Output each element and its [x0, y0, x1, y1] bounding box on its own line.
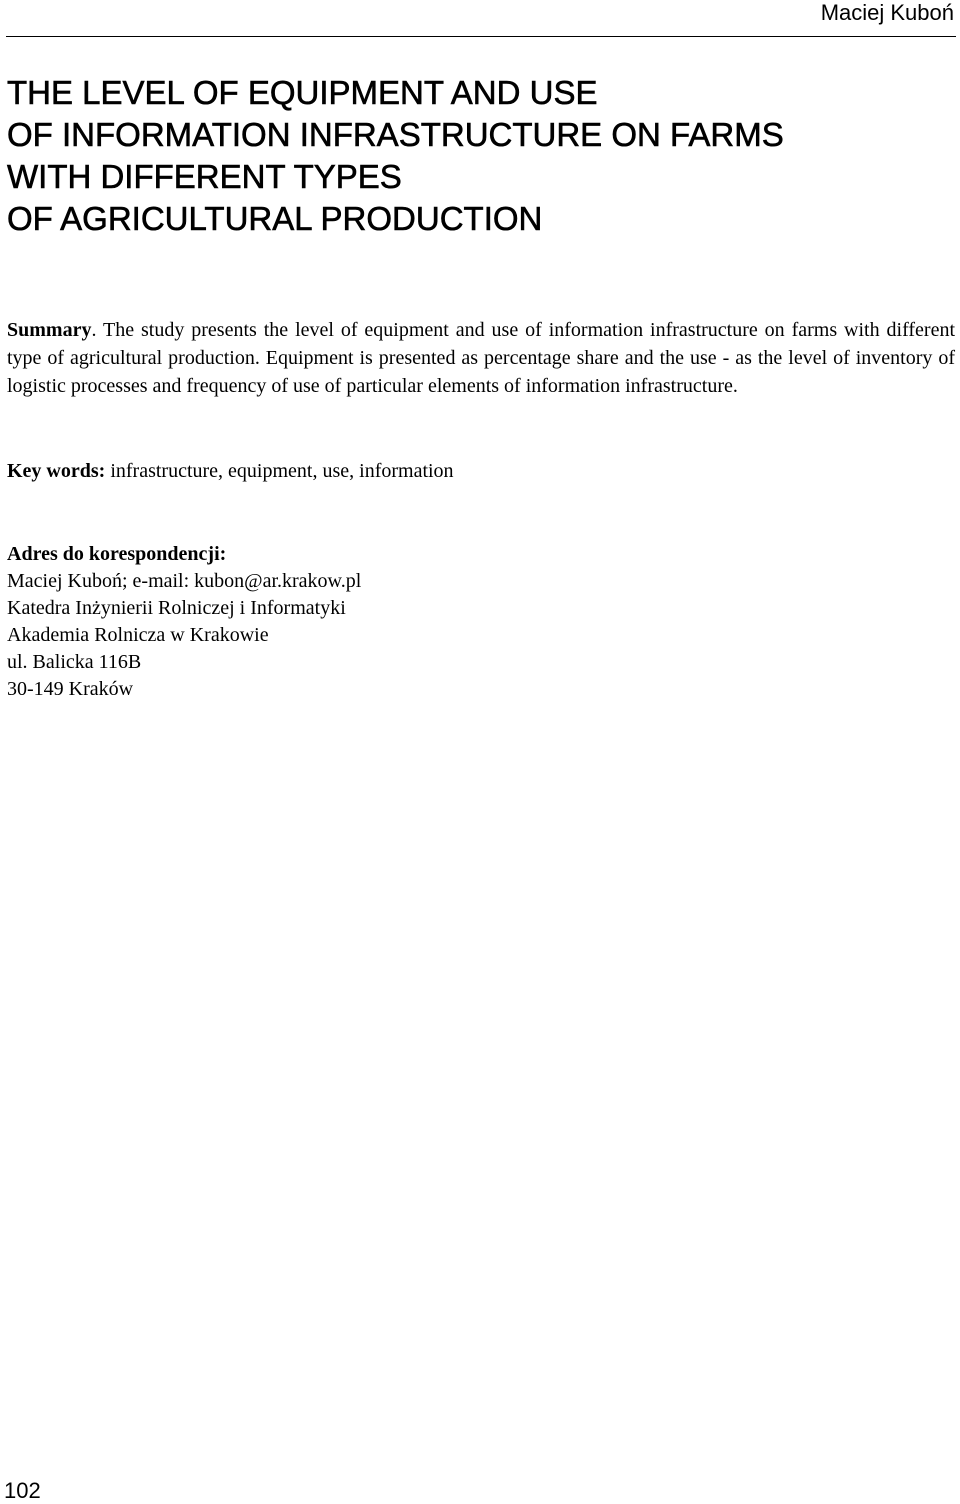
title-line: OF AGRICULTURAL PRODUCTION — [7, 200, 543, 237]
keywords-line — [7, 457, 947, 485]
running-header — [6, 0, 956, 37]
address-line: 30-149 Kraków — [7, 678, 134, 700]
header-author: Maciej Kuboń — [820, 0, 954, 25]
correspondence-address — [7, 541, 947, 703]
paper-title — [7, 72, 947, 240]
address-line: Katedra Inżynierii Rolniczej i Informatyki — [7, 597, 346, 619]
summary-paragraph — [7, 316, 955, 400]
keywords-text: infrastructure, equipment, use, information — [105, 460, 454, 482]
keywords-label: Key words: — [7, 460, 106, 482]
page-number: 102 — [4, 1478, 41, 1503]
address-line: Maciej Kuboń; e-mail: kubon@ar.krakow.pl — [7, 570, 362, 592]
address-line: ul. Balicka 116B — [7, 651, 142, 673]
summary-text: . The study presents the level of equipment and use of information infrastructure on farms with different type of agricultural production. Equipment is presented as percentage share and the use - as the level of inventory of logistic processes and frequency of use of particular elements of information infrastructure. — [7, 319, 955, 397]
title-line: THE LEVEL OF EQUIPMENT AND USE — [7, 74, 598, 111]
summary-label: Summary — [7, 319, 92, 341]
address-line: Akademia Rolnicza w Krakowie — [7, 624, 269, 646]
address-label: Adres do korespondencji: — [7, 543, 227, 565]
title-line: WITH DIFFERENT TYPES — [7, 158, 402, 195]
title-line: OF INFORMATION INFRASTRUCTURE ON FARMS — [7, 116, 784, 153]
